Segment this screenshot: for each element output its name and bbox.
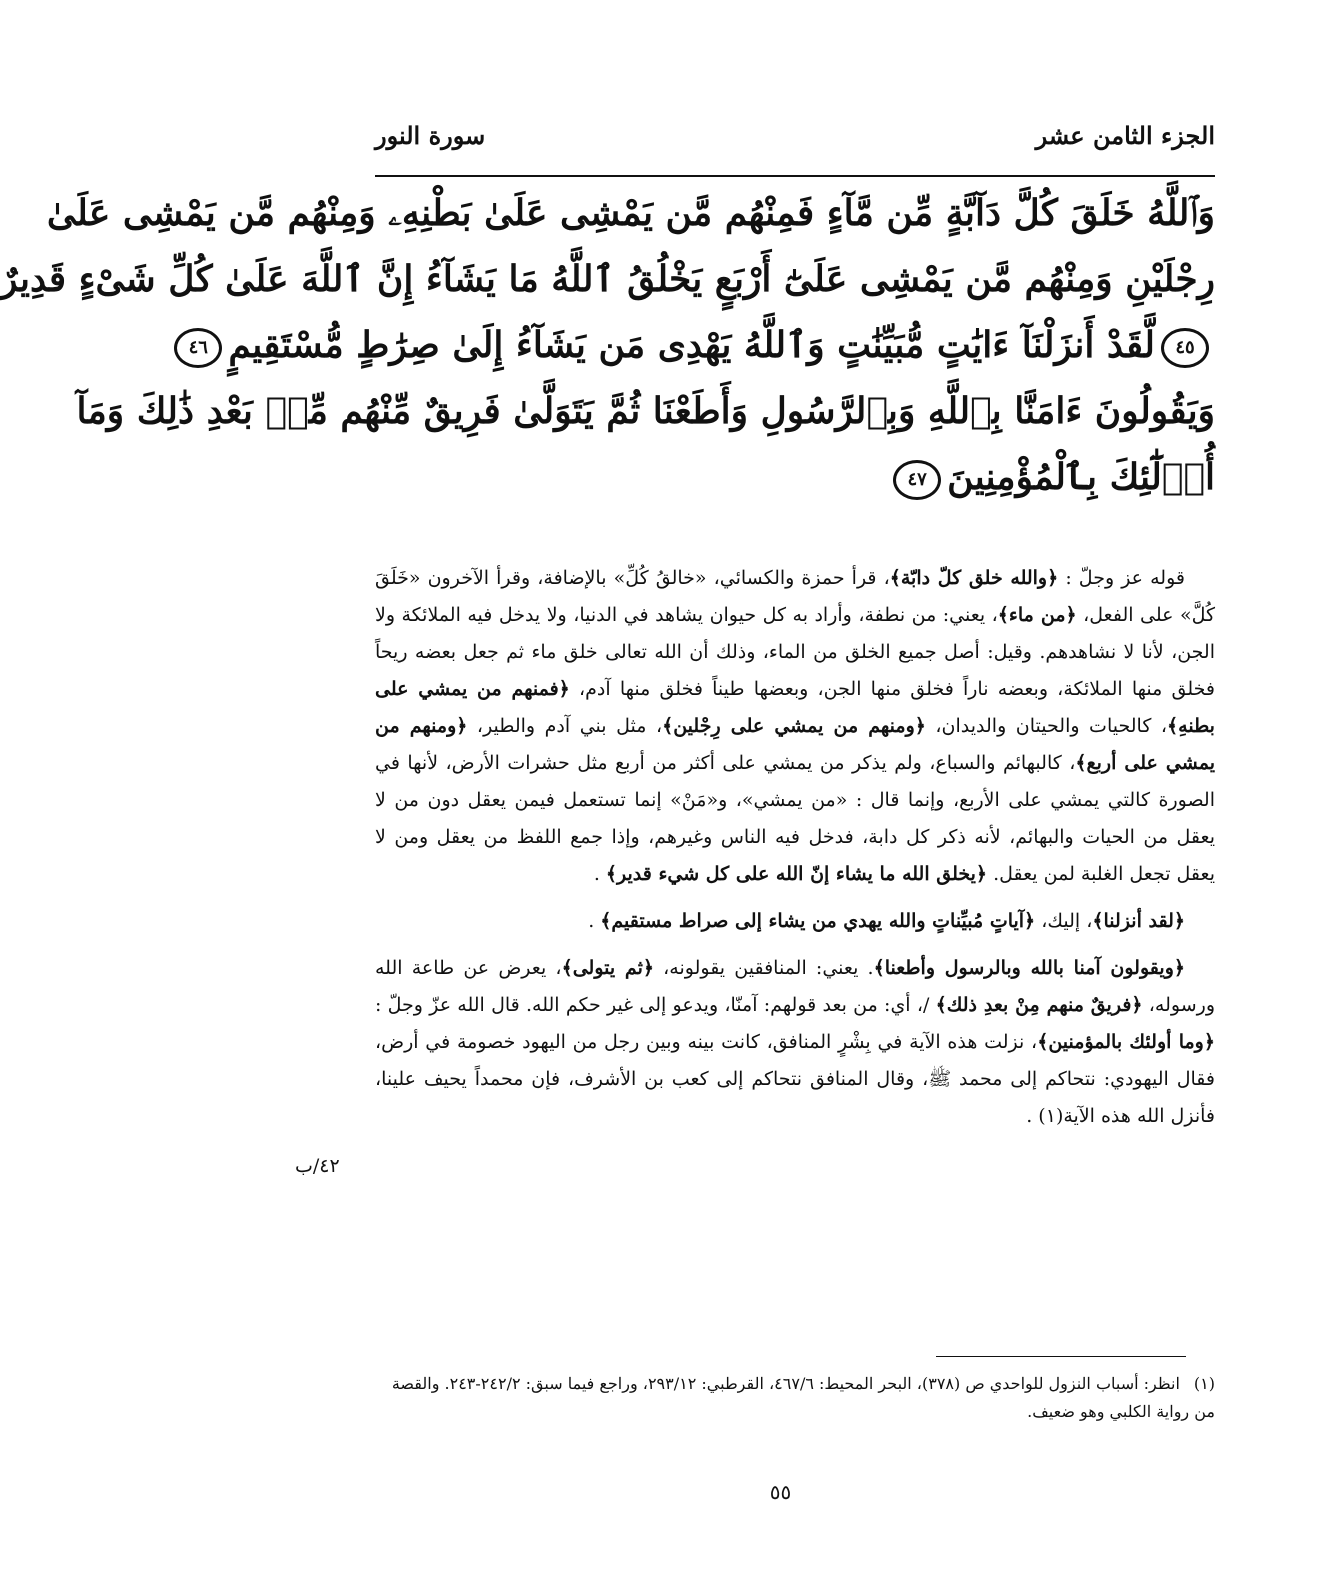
quoted-verse: ﴿ثم يتولى﴾ xyxy=(561,957,654,979)
commentary-text: /، أي: من بعد قولهم: آمنّا، ويدعو إلى غير حكم الله. قال الله عزّ وجلّ : xyxy=(375,994,936,1016)
commentary-text: ، كالحيات والحيتان والديدان، xyxy=(925,715,1168,737)
commentary-text: ، إليك، xyxy=(1035,910,1093,932)
footnote-text: انظر: أسباب النزول للواحدي ص (٣٧٨)، البحر المحيط: ٤٦٧/٦، القرطبي: ٢٩٣/١٢، وراجع فيما سبق: ٢٤٢/٢-٢٤٣. والقصة من رواية الكلبي وهو ضعيف. xyxy=(391,1374,1215,1421)
part-title: الجزء الثامن عشر xyxy=(1035,121,1215,150)
verse-line xyxy=(188,312,1215,378)
quoted-verse: ﴿فريقٌ منهم مِنْ بعدِ ذلك﴾ xyxy=(935,994,1143,1016)
quoted-verse: ﴿يخلق الله ما يشاء إنّ الله على كل شيء قدير﴾ xyxy=(605,863,988,885)
manuscript-folio-note: ٤٢/ب xyxy=(295,1155,340,1177)
commentary-paragraph xyxy=(375,950,1215,1135)
commentary-text: ، مثل بني آدم والطير، xyxy=(467,715,663,737)
ayah-number-marker: ٤٥ xyxy=(1161,328,1209,368)
quoted-verse: ﴿وما أولئك بالمؤمنين﴾ xyxy=(1037,1031,1215,1053)
quoted-verse: ﴿ومنهم من يمشي على أربع﴾ xyxy=(375,715,1215,774)
commentary-text: . يعني: المنافقين يقولونه، xyxy=(653,957,874,979)
commentary-text: ، قرأ حمزة والكسائي، «خالقُ كُلِّ» بالإضافة، وقرأ الآخرون «خَلَقَ كُلَّ» على الفعل، xyxy=(375,567,1215,626)
quoted-verse: ﴿من ماء﴾ xyxy=(997,604,1077,626)
quran-verses xyxy=(0,180,1215,510)
commentary-text: ، يعرض عن طاعة الله ورسوله، xyxy=(375,957,1215,1016)
footnote-number: (١) xyxy=(1193,1374,1215,1393)
quoted-verse: ﴿فمنهم من يمشي على بطنهِ﴾ xyxy=(375,678,1215,737)
commentary-text: ، كالبهائم والسباع، ولم يذكر من يمشي على أكثر من أربع مثل حشرات الأرض، لأنها في الصورة كالتي يمشي على الأربع، وإنما قال : «من يمشي»، و«مَنْ» إنما تستعمل فيمن يعقل دون من لا يعقل من الحيات والبهائم، لأنه ذكر كل دابة، فدخل فيه الناس وغيرهم، وإذا جمع اللفظ من يعقل ومن لا يعقل تجعل الغلبة لمن يعقل. xyxy=(375,752,1215,885)
commentary-paragraph xyxy=(375,903,1215,940)
quoted-verse: ﴿ويقولون آمنا بالله وبالرسول وأطعنا﴾ xyxy=(873,957,1185,979)
ayah-number-marker: ٤٧ xyxy=(893,460,941,500)
page-number: ٥٥ xyxy=(769,1480,792,1504)
verse-line: وَيَقُولُونَ ءَامَنَّا بِٱللَّهِ وَبِٱلرَّسُولِ وَأَطَعْنَا ثُمَّ يَتَوَلَّىٰ فَرِيقٌ مِّنْهُم مِّنۢ بَعْدِ ذَٰلِكَ وَمَآ xyxy=(76,390,1215,432)
commentary-text: . xyxy=(593,863,606,885)
quoted-verse: ﴿لقد أنزلنا﴾ xyxy=(1092,910,1185,932)
commentary-text: ، يعني: من نطفة، وأراد به كل حيوان يشاهد في الدنيا، ولا يدخل فيه الملائكة ولا الجن، لأنا لا نشاهدهم. وقيل: أصل جميع الخلق من الماء، وذلك أن الله تعالى خلق ماء ثم جعل بعضه ريحاً فخلق منها الملائكة، وبعضه ناراً فخلق منها الجن، وبعضها طيناً فخلق منها آدم، xyxy=(375,604,1215,700)
footnote-rule xyxy=(936,1356,1186,1357)
commentary-paragraph xyxy=(375,560,1215,893)
verse-line: رِجْلَيْنِ وَمِنْهُم مَّن يَمْشِى عَلَىٰٓ أَرْبَعٍ يَخْلُقُ ٱللَّهُ مَا يَشَآءُ إِنَّ ٱللَّهَ عَلَىٰ كُلِّ شَىْءٍ قَدِيرٌ xyxy=(0,258,1215,300)
quoted-verse: ﴿ومنهم من يمشي على رِجْلين﴾ xyxy=(662,715,926,737)
surah-title: سورة النور xyxy=(375,121,486,150)
footnote xyxy=(375,1370,1215,1426)
running-header xyxy=(375,100,1215,150)
commentary xyxy=(375,560,1215,1135)
verse-text: لَّقَدْ أَنزَلْنَآ ءَايَٰتٍ مُّبَيِّنَٰتٍ وَٱللَّهُ يَهْدِى مَن يَشَآءُ إِلَىٰ صِرَٰطٍ مُّسْتَقِيمٍ xyxy=(228,324,1155,366)
quoted-verse: ﴿آياتٍ مُبيِّناتٍ والله يهدي من يشاء إلى صراط مستقيم﴾ xyxy=(600,910,1036,932)
header-rule xyxy=(375,175,1215,177)
ayah-number-marker: ٤٦ xyxy=(174,328,222,368)
commentary-text: قوله عز وجلّ : xyxy=(1058,567,1185,589)
verse-line xyxy=(375,444,1215,510)
commentary-text: . xyxy=(588,910,601,932)
verse-text: أُو۟لَٰٓئِكَ بِٱلْمُؤْمِنِينَ xyxy=(947,456,1215,498)
verse-line: وَٱللَّهُ خَلَقَ كُلَّ دَآبَّةٍ مِّن مَّآءٍ فَمِنْهُم مَّن يَمْشِى عَلَىٰ بَطْنِهِۦ وَمِنْهُم مَّن يَمْشِى عَلَىٰ xyxy=(46,192,1215,234)
quoted-verse: ﴿والله خلق كلّ دابّة﴾ xyxy=(889,567,1059,589)
commentary-text: ، نزلت هذه الآية في بِشْرٍ المنافق، كانت بينه وبين رجل من اليهود خصومة في أرض، فقال اليهودي: نتحاكم إلى محمد ﷺ، وقال المنافق نتحاكم إلى كعب بن الأشرف، فإن محمداً يحيف علينا، فأنزل الله هذه الآية(١) . xyxy=(375,1031,1215,1127)
